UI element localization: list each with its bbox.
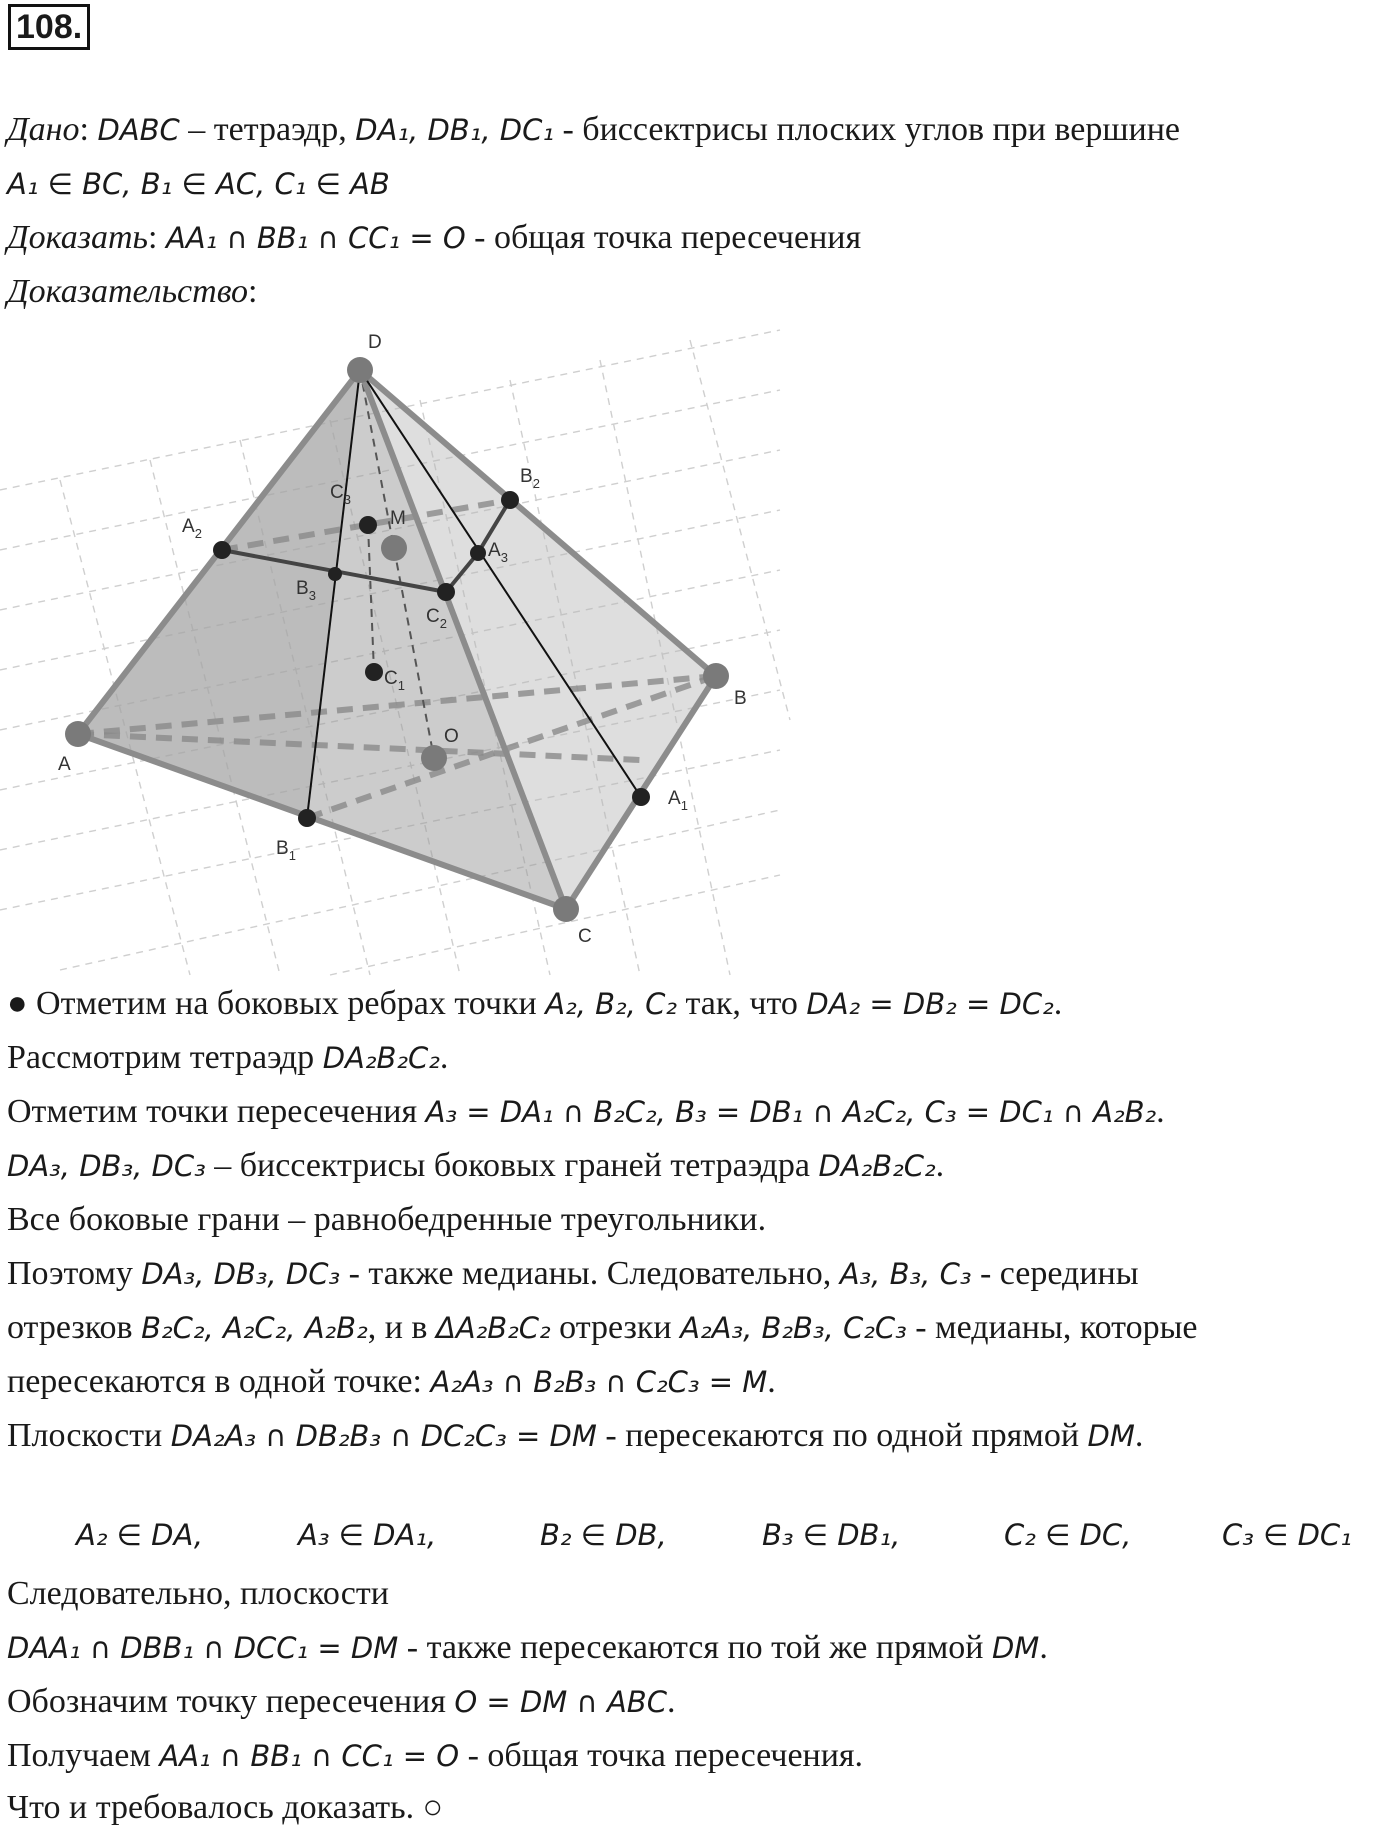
- text: Отметим точки пересечения: [7, 1093, 426, 1130]
- math: DA₂ = DB₂ = DC₂: [806, 987, 1054, 1021]
- membership-c2: C₂ ∈ DC,: [1004, 1518, 1132, 1552]
- point-m: [381, 535, 407, 561]
- text: Поэтому: [7, 1255, 142, 1292]
- membership-b2: B₂ ∈ DB,: [540, 1518, 667, 1552]
- given-colon: :: [79, 111, 98, 148]
- text: - также медианы. Следовательно,: [340, 1255, 840, 1292]
- point-c3: [359, 516, 377, 534]
- math: A₂, B₂, C₂: [545, 987, 677, 1021]
- text: Все боковые грани – равнобедренные треугольники.: [7, 1201, 767, 1238]
- proof-line-11: [7, 1626, 1048, 1670]
- text: пересекаются в одной точке:: [7, 1363, 431, 1400]
- label-b2: $B_2$: [520, 466, 540, 491]
- math: DA₂B₂C₂: [322, 1041, 440, 1075]
- point-b1: [298, 809, 316, 827]
- label-b1: $B_1$: [276, 838, 296, 863]
- math: DA₂A₃ ∩ DB₂B₃ ∩ DC₂C₃ = DM: [170, 1419, 597, 1453]
- text: Рассмотрим тетраэдр: [7, 1039, 323, 1076]
- label-a1: $A_1$: [668, 788, 688, 813]
- prove-formula: AA₁ ∩ BB₁ ∩ CC₁ = O: [165, 221, 466, 255]
- math: O = DM ∩ ABC: [454, 1685, 667, 1719]
- text: – биссектрисы боковых граней тетраэдра: [205, 1147, 819, 1184]
- proof-line-3: [7, 1090, 1165, 1134]
- label-a3: $A_3$: [488, 540, 508, 565]
- text: - также пересекаются по той же прямой: [398, 1629, 992, 1666]
- proof-line-12: [7, 1680, 675, 1724]
- point-d: [347, 357, 373, 383]
- membership-c3: C₃ ∈ DC₁: [1222, 1518, 1352, 1552]
- text: - медианы, которые: [906, 1309, 1198, 1346]
- text: - общая точка пересечения.: [459, 1737, 864, 1774]
- problem-number: 108.: [8, 4, 90, 50]
- text: .: [1134, 1417, 1144, 1454]
- math: A₃ = DA₁ ∩ B₂C₂, B₃ = DB₁ ∩ A₂C₂, C₃ = DC₁ ∩ A₂B₂: [425, 1095, 1157, 1129]
- label-m: M: [390, 508, 406, 529]
- proof-heading: [7, 270, 257, 314]
- point-c1: [365, 663, 383, 681]
- label-c2: $C_2$: [426, 606, 447, 631]
- point-a: [65, 721, 91, 747]
- point-o: [421, 745, 447, 771]
- math: DM: [991, 1631, 1040, 1665]
- text: Следовательно, плоскости: [7, 1575, 389, 1612]
- given-line: [7, 108, 1180, 152]
- proof-label: Доказательство: [7, 273, 249, 310]
- proof-line-8: [7, 1360, 776, 1404]
- math: ΔA₂B₂C₂: [435, 1311, 551, 1345]
- label-d: D: [368, 332, 382, 353]
- math: DA₃, DB₃, DC₃: [141, 1257, 341, 1291]
- membership-a2: A₂ ∈ DA,: [76, 1518, 204, 1552]
- label-c1: $C_1$: [384, 668, 405, 693]
- text: Что и требовалось доказать. ○: [7, 1789, 444, 1826]
- label-b: B: [734, 688, 747, 709]
- text: .: [1053, 985, 1063, 1022]
- text: - пересекаются по одной прямой: [596, 1417, 1088, 1454]
- label-a2: $A_2$: [182, 516, 202, 541]
- text: , и в: [367, 1309, 436, 1346]
- proof-line-2: [7, 1036, 448, 1080]
- text: Обозначим точку пересечения: [7, 1683, 455, 1720]
- proof-line-13: [7, 1734, 863, 1778]
- point-b: [703, 663, 729, 689]
- proof-line-9: [7, 1414, 1143, 1458]
- point-a2: [213, 541, 231, 559]
- prove-label: Доказать: [7, 219, 148, 256]
- label-c: C: [578, 926, 592, 947]
- text: Получаем: [7, 1737, 160, 1774]
- given-points: A₁ ∈ BC, B₁ ∈ AC, C₁ ∈ AB: [7, 167, 390, 201]
- label-a: A: [58, 754, 71, 775]
- text: отрезков: [7, 1309, 142, 1346]
- point-b2: [501, 491, 519, 509]
- math: DAA₁ ∩ DBB₁ ∩ DCC₁ = DM: [7, 1631, 399, 1665]
- prove-colon: :: [147, 219, 166, 256]
- proof-line-6: [7, 1252, 1139, 1296]
- proof-colon: :: [248, 273, 258, 310]
- text: - середины: [971, 1255, 1139, 1292]
- point-c: [553, 896, 579, 922]
- membership-row: [76, 1518, 1376, 1562]
- text: ● Отметим на боковых ребрах точки: [7, 985, 546, 1022]
- membership-b3: B₃ ∈ DB₁,: [762, 1518, 901, 1552]
- text: .: [1039, 1629, 1048, 1666]
- membership-a3: A₃ ∈ DA₁,: [298, 1518, 437, 1552]
- proof-line-4: [7, 1144, 944, 1188]
- label-o: O: [444, 726, 459, 747]
- math: DA₂B₂C₂: [818, 1149, 936, 1183]
- label-c3: $C_3$: [330, 482, 351, 507]
- proof-line-10: [7, 1572, 389, 1616]
- text: .: [439, 1039, 449, 1076]
- math: A₂A₃, B₂B₃, C₂C₃: [680, 1311, 907, 1345]
- math: DA₃, DB₃, DC₃: [7, 1149, 206, 1183]
- tetrahedron-figure: [0, 320, 800, 980]
- given-text: – тетраэдр,: [179, 111, 356, 148]
- text: Плоскости: [7, 1417, 171, 1454]
- prove-line: [7, 216, 861, 260]
- given-label: Дано: [7, 111, 80, 148]
- point-a1: [632, 788, 650, 806]
- proof-line-1: [7, 982, 1062, 1026]
- math: B₂C₂, A₂C₂, A₂B₂: [141, 1311, 368, 1345]
- label-b3: $B_3$: [296, 578, 316, 603]
- math: A₂A₃ ∩ B₂B₃ ∩ C₂C₃ = M: [430, 1365, 768, 1399]
- math: A₃, B₃, C₃: [839, 1257, 972, 1291]
- proof-line-7: [7, 1306, 1198, 1350]
- point-c2: [437, 583, 455, 601]
- given-tetrahedron: DABC: [97, 113, 180, 147]
- given-text-end: - биссектрисы плоских углов при вершине: [553, 111, 1180, 148]
- prove-text: - общая точка пересечения: [465, 219, 862, 256]
- text: отрезки: [550, 1309, 681, 1346]
- proof-conclusion: [7, 1786, 443, 1830]
- point-b3: [328, 567, 342, 581]
- point-a3: [470, 545, 486, 561]
- math: DM: [1087, 1419, 1135, 1453]
- math: AA₁ ∩ BB₁ ∩ CC₁ = O: [159, 1739, 460, 1773]
- text: .: [935, 1147, 945, 1184]
- text: .: [666, 1683, 676, 1720]
- text: так, что: [676, 985, 807, 1022]
- proof-line-5: [7, 1198, 766, 1242]
- given-line-2: [7, 162, 390, 206]
- text: .: [767, 1363, 776, 1400]
- given-bisectors: DA₁, DB₁, DC₁: [355, 113, 554, 147]
- text: .: [1156, 1093, 1165, 1130]
